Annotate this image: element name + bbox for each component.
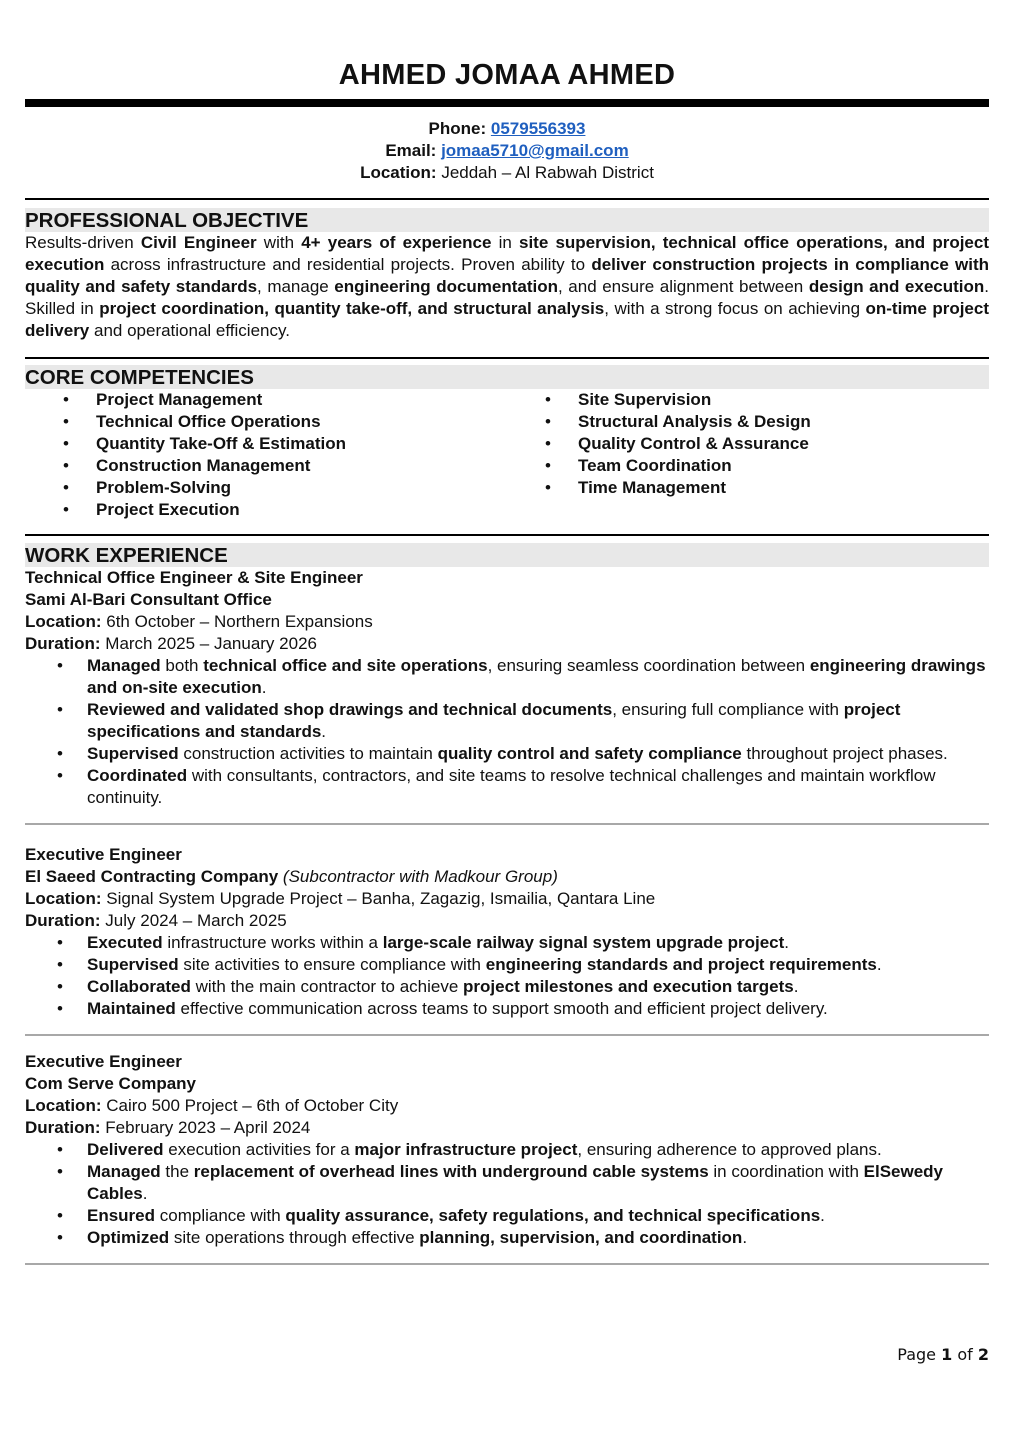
job-company (25, 866, 989, 888)
bold-text: Managed (87, 656, 161, 675)
text: site activities to ensure compliance with (178, 955, 486, 974)
competencies-list (25, 389, 989, 521)
name-divider (25, 99, 989, 107)
job-bullet (25, 1161, 989, 1205)
location-value: Jeddah – Al Rabwah District (441, 163, 654, 182)
location-line (25, 162, 989, 184)
competency-item: • Project Management (25, 389, 507, 411)
email-label: Email: (385, 141, 437, 160)
duration-value: July 2024 – March 2025 (105, 911, 287, 930)
bold-text: Delivered (87, 1140, 164, 1159)
bold-text: planning, supervision, and coordination (419, 1228, 743, 1247)
bold-text: engineering drawings and on-site execution (87, 656, 986, 697)
job-bullet (25, 976, 989, 998)
objective-heading: PROFESSIONAL OBJECTIVE (25, 208, 989, 232)
location-value: Cairo 500 Project – 6th of October City (106, 1096, 399, 1115)
text: , with a strong focus on achieving (604, 299, 866, 318)
text: site operations through effective (169, 1228, 420, 1247)
bold-text: quality control and safety compliance (437, 744, 742, 763)
competency-item: • Quality Control & Assurance (507, 433, 811, 455)
text: and operational efficiency. (89, 321, 290, 340)
bold-text: project milestones and execution targets (463, 977, 794, 996)
competency-item: • Quantity Take-Off & Estimation (25, 433, 507, 455)
duration-value: March 2025 – January 2026 (105, 634, 317, 653)
text: compliance with (155, 1206, 286, 1225)
experience-list (25, 567, 989, 1265)
email-link[interactable]: jomaa5710@gmail.com (441, 141, 629, 160)
bold-text: project coordination, quantity take-off, and structural analysis (99, 299, 605, 318)
company-name: Com Serve Company (25, 1074, 196, 1093)
candidate-name: AHMED JOMAA AHMED (338, 59, 676, 91)
job-location (25, 888, 989, 910)
text: construction activities to maintain (178, 744, 438, 763)
bold-text: large-scale railway signal system upgrade project (382, 933, 785, 952)
text: . (142, 1184, 148, 1203)
text: , ensuring full compliance with (612, 700, 844, 719)
job-duration (25, 910, 989, 932)
contact-block (25, 118, 989, 184)
job-bullet (25, 699, 989, 743)
competency-item: • Project Execution (25, 499, 507, 521)
competency-item: • Site Supervision (507, 389, 811, 411)
company-note: (Subcontractor with Madkour Group) (282, 867, 558, 886)
duration-label: Duration: (25, 1118, 101, 1137)
page-of: of (957, 1345, 973, 1364)
text: across infrastructure and residential projects. Proven ability to (104, 255, 592, 274)
bold-text: ElSewedy Cables (87, 1162, 944, 1203)
email-line (25, 140, 989, 162)
bold-text: Supervised (87, 955, 179, 974)
job-bullet (25, 1227, 989, 1249)
text: Results-driven (25, 233, 141, 252)
phone-line (25, 118, 989, 140)
job-title: Executive Engineer (25, 1052, 182, 1071)
competencies-right-column (507, 389, 811, 521)
bold-text: technical office and site operations (203, 656, 488, 675)
job-bullet (25, 743, 989, 765)
text: , and ensure alignment between (558, 277, 809, 296)
section-divider (25, 534, 989, 536)
text: with the main contractor to achieve (190, 977, 464, 996)
bold-text: on-time project delivery (25, 299, 990, 340)
bold-text: Coordinated (87, 766, 188, 785)
bold-text: Reviewed and validated shop drawings and technical documents (87, 700, 613, 719)
text: both (160, 656, 204, 675)
job-bullet (25, 954, 989, 976)
bold-text: major infrastructure project (354, 1140, 578, 1159)
phone-label: Phone: (428, 119, 487, 138)
job-location (25, 611, 989, 633)
bold-text: design and execution (808, 277, 985, 296)
bold-text: Civil Engineer (140, 233, 257, 252)
text: effective communication across teams to support smooth and efficient project delivery. (175, 999, 828, 1018)
competency-item: • Construction Management (25, 455, 507, 477)
text: throughout project phases. (741, 744, 948, 763)
bold-text: site supervision, technical office operations, and project execution (25, 233, 989, 274)
job-bullet (25, 998, 989, 1020)
job-duration (25, 1117, 989, 1139)
location-label: Location: (360, 163, 437, 182)
location-value: Signal System Upgrade Project – Banha, Zagazig, Ismailia, Qantara Line (106, 889, 656, 908)
competency-item: • Time Management (507, 477, 811, 499)
bold-text: engineering standards and project requirements (485, 955, 877, 974)
job-entry (25, 1051, 989, 1249)
page-total: 2 (977, 1345, 989, 1364)
job-bullet (25, 1139, 989, 1161)
job-title: Executive Engineer (25, 845, 182, 864)
job-entry (25, 567, 989, 809)
text: , ensuring adherence to approved plans. (577, 1140, 882, 1159)
section-divider (25, 357, 989, 359)
bold-text: engineering documentation (334, 277, 559, 296)
text: . (321, 722, 327, 741)
job-bullets (25, 1139, 989, 1249)
bold-text: Optimized (87, 1228, 170, 1247)
duration-value: February 2023 – April 2024 (105, 1118, 311, 1137)
bold-text: Collaborated (87, 977, 191, 996)
bold-text: project specifications and standards (87, 700, 901, 741)
job-bullet (25, 765, 989, 809)
competency-item: • Problem-Solving (25, 477, 507, 499)
text: execution activities for a (163, 1140, 355, 1159)
location-label: Location: (25, 612, 102, 631)
location-label: Location: (25, 889, 102, 908)
objective-paragraph (25, 232, 989, 342)
job-bullet (25, 932, 989, 954)
competency-item: • Structural Analysis & Design (507, 411, 811, 433)
job-entry (25, 844, 989, 1020)
phone-link[interactable]: 0579556393 (490, 119, 586, 138)
competencies-left-column (25, 389, 507, 521)
bold-text: 4+ years of experience (301, 233, 492, 252)
page-number (897, 1345, 989, 1364)
text: . (742, 1228, 748, 1247)
bold-text: Managed (87, 1162, 161, 1181)
text: in (491, 233, 519, 252)
job-divider (25, 1034, 989, 1036)
location-label: Location: (25, 1096, 102, 1115)
job-duration (25, 633, 989, 655)
text: . (876, 955, 882, 974)
text: . (793, 977, 799, 996)
duration-label: Duration: (25, 634, 101, 653)
bold-text: replacement of overhead lines with underground cable systems (193, 1162, 709, 1181)
page-word: Page (897, 1345, 937, 1364)
company-name: El Saeed Contracting Company (25, 867, 279, 886)
job-title: Technical Office Engineer & Site Engineer (25, 568, 363, 587)
bold-text: quality assurance, safety regulations, and technical specifications (285, 1206, 821, 1225)
job-bullet (25, 655, 989, 699)
job-company (25, 589, 989, 611)
competencies-heading: CORE COMPETENCIES (25, 365, 989, 389)
experience-heading: WORK EXPERIENCE (25, 543, 989, 567)
text: , manage (257, 277, 335, 296)
text: with consultants, contractors, and site teams to resolve technical challenges and maintain workflow continuity. (87, 766, 936, 807)
text: the (160, 1162, 194, 1181)
text: . (820, 1206, 825, 1225)
job-company (25, 1073, 989, 1095)
section-divider (25, 198, 989, 200)
job-bullets (25, 932, 989, 1020)
page-current: 1 (941, 1345, 953, 1364)
text: with (256, 233, 302, 252)
text: infrastructure works within a (162, 933, 383, 952)
bold-text: Executed (87, 933, 163, 952)
competency-item: • Team Coordination (507, 455, 811, 477)
location-value: 6th October – Northern Expansions (106, 612, 373, 631)
job-bullets (25, 655, 989, 809)
bold-text: Maintained (87, 999, 176, 1018)
bold-text: Ensured (87, 1206, 156, 1225)
company-name: Sami Al-Bari Consultant Office (25, 590, 272, 609)
job-bullet (25, 1205, 989, 1227)
text: in coordination with (708, 1162, 864, 1181)
bold-text: deliver construction projects in compliance with quality and safety standards (25, 255, 990, 296)
text: . (784, 933, 790, 952)
job-divider (25, 1263, 989, 1265)
text: , ensuring seamless coordination between (487, 656, 810, 675)
job-location (25, 1095, 989, 1117)
text: . (261, 678, 267, 697)
job-divider (25, 823, 989, 825)
text: . Skilled in (25, 277, 990, 318)
bold-text: Supervised (87, 744, 179, 763)
duration-label: Duration: (25, 911, 101, 930)
resume-page (25, 0, 989, 1265)
competency-item: • Technical Office Operations (25, 411, 507, 433)
